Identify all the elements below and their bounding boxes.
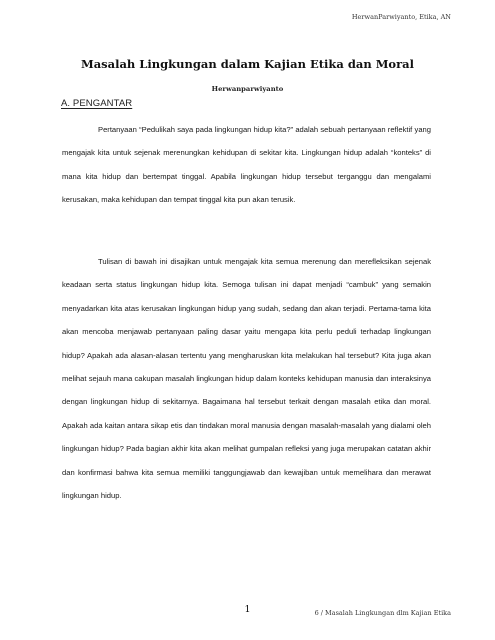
page-number: 1: [244, 604, 251, 615]
paragraph: Tulisan di bawah ini disajikan untuk mengajak kita semua merenung dan merefleksikan sejenak keadaan serta status lingkungan hidup kita. Semoga tulisan ini dapat menjadi “cambuk” yang semakin menyadarkan kita atas kerusakan lingkungan hidup yang sudah, sedang dan akan terjadi. Pertama-tama kita akan mencoba menjawab pertanyaan paling dasar yaitu mengapa kita perlu peduli terhadap lingkungan hidup? Apakah ada alasan-alasan tertentu yang mengharuskan kita melakukan hal tersebut? Kita juga akan melihat sejauh mana cakupan masalah lingkungan hidup dalam konteks kehidupan manusia dan interaksinya dengan lingkungan hidup di sekitarnya. Bagaimana hal tersebut terkait dengan masalah etika dan moral. Apakah ada kaitan antara sikap etis dan tindakan moral manusia dengan masalah-masalah yang dialami oleh lingkungan hidup? Pada bagian akhir kita akan melihat gumpalan refleksi yang juga merupakan catatan akhir dan konfirmasi bahwa kita semua memiliki tanggungjawab dan kewajiban untuk memelihara dan merawat lingkungan hidup.: [62, 257, 431, 501]
section-heading: A. PENGANTAR: [61, 98, 133, 109]
running-head: HerwanParwiyanto, Etika, AN: [351, 13, 451, 21]
page-title: Masalah Lingkungan dalam Kajian Etika dan Moral: [81, 57, 414, 71]
paragraph: Pertanyaan “Pedulikah saya pada lingkungan hidup kita?” adalah sebuah pertanyaan reflektif yang mengajak kita untuk sejenak merenungkan kehidupan di sekitar kita. Lingkungan hidup adalah “konteks” di mana kita hidup dan bertempat tinggal. Apabila lingkungan hidup tersebut terganggu dan mengalami kerusakan, maka kehidupan dan tempat tinggal kita pun akan terusik.: [62, 125, 431, 205]
footer-text: 6 / Masalah Lingkungan dlm Kajian Etika: [314, 609, 451, 617]
author-name: Herwanparwiyanto: [211, 85, 284, 93]
